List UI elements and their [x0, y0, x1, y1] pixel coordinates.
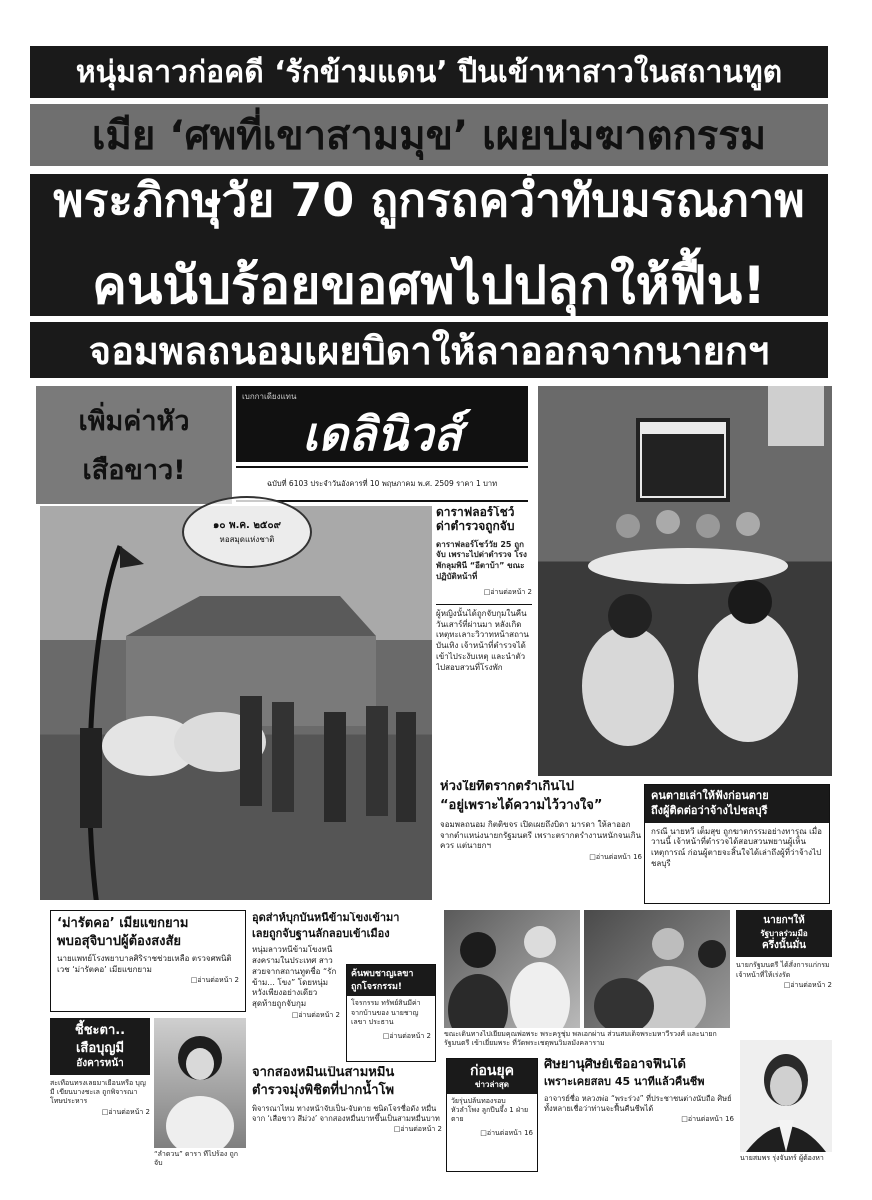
story-dying-man	[644, 784, 830, 904]
story-crime-headline-2: ถูกโจรกรรม!	[351, 981, 402, 992]
headline-4: จอมพลถนอมเผยบิดาให้ลาออกจากนายกฯ	[30, 322, 828, 378]
side-story-cont: □ อ่านต่อหน้า 2	[436, 587, 532, 598]
story-marcos-cont: □ อ่านต่อหน้า 2	[57, 975, 239, 986]
story-tiger-headline-1: ชี้ชะตา..	[74, 1023, 126, 1038]
masthead-issue-line: ฉบับที่ 6103 ประจำวันอังคารที่ 10 พฤษภาคม พ.ศ. 2509 ราคา 1 บาท	[236, 466, 528, 502]
story-trust-headline-1: ห่วงใยที่ตรากตรำเกินไป	[440, 780, 575, 794]
story-trust-cont: □ อ่านต่อหน้า 16	[440, 852, 642, 863]
story-dying-headline	[645, 785, 829, 823]
story-ngo-body: นายกรัฐมนตรี ได้สั่งการแก่กรมเจ้าหน้าที่ให้เร่งรัด	[736, 961, 830, 979]
story-latest-label-2: ข่าวล่าสุด	[475, 1080, 509, 1090]
story-customs-cont: □ อ่านต่อหน้า 2	[252, 1124, 442, 1135]
headline-3-line1: พระภิกษุวัย 70 ถูกรถคว่ำทับมรณภาพ	[53, 174, 805, 227]
monk-funeral-illustration	[538, 386, 832, 776]
story-ngo-headline-1: นายกฯให้	[763, 915, 805, 926]
promo-line1: เพิ่มค่าหัว	[78, 406, 190, 437]
headline-1: หนุ่มลาวก่อคดี ‘รักข้ามแดน’ ปีนเข้าหาสาวในสถานทูต	[30, 46, 828, 98]
library-stamp	[182, 496, 312, 568]
stamp-date: ๑๐ พ.ค. ๒๕๐๙	[213, 520, 281, 531]
story-crime-body: โจรกรรม ทรัพย์สินมีค่า จากบ้านของ นายชาญ เลขา ประธาน	[351, 999, 421, 1027]
headline-2: เมีย ‘ศพที่เขาสามมุข’ เผยปมฆาตกรรม	[30, 104, 828, 166]
side-story-body: ผู้หญิงนั้นได้ถูกจับกุมในคืนวันเสาร์ที่ผ่านมา หลังเกิดเหตุทะเลาะวิวาทหน้าสถานบันเทิง เจ้าหน้าที่ตำรวจได้เข้าไประงับเหตุ และนำตัวไปสอบสวนที่โรงพัก	[436, 604, 532, 674]
photo-monk-visit	[584, 910, 730, 1028]
story-revive-cont: □ อ่านต่อหน้า 16	[544, 1114, 734, 1125]
story-marcos-body: นายแพทย์โรงพยาบาลศิริราชช่วยเหลือ ตรวจศพนิติเวช ‘ม่ารัตคอ’ เมียแขกยาม	[57, 953, 232, 974]
story-revive-body: อาจารย์ชื่อ หลวงพ่อ “พระร่วง” ที่ประชาชนต่างนับถือ ศิษย์ทั้งหลายเชื่อว่าท่านจะฟื้นคืนชีพได้	[544, 1093, 732, 1113]
story-smuggle-body: หนุ่มลาวหนีข้ามโขงหนีสงครามในประเทศ สาวสวยจากสถานทูตชื่อ “รักข้าม... โขง” โดยหนุ่มหวังเพียงอย่างเดียว สุดท้ายถูกจับกุม	[252, 945, 337, 1009]
masthead-title: เดลินิวส์	[302, 407, 462, 461]
story-marcos-headline-2: พบอสุจิบาปผู้ต้องสงสัย	[57, 933, 182, 949]
story-customs	[252, 1066, 442, 1174]
story-revive-headline-1: ศิษยานุศิษย์เชื่ออาจฟื้นได้	[544, 1058, 686, 1072]
photo-caption: ขณะเดินทางไปเยี่ยมคุณพ่อพระ พระครูชุ่ม พลเอกผ่าน ส่วนสมเด็จพระมหาวีรวงศ์ และนายกรัฐมนตรี เข้าเยี่ยมพระ ที่วัดพระเชตุพนวิมลมังคลาราม	[444, 1030, 717, 1048]
story-marcos-headline-1: ‘ม่ารัตคอ’ เมียแขกยาม	[57, 916, 189, 931]
story-tiger-headline	[50, 1018, 150, 1075]
photo-suspect-portrait	[740, 1040, 832, 1152]
story-revive-headline-2: เพราะเคยสลบ 45 นาทีแล้วคืนชีพ	[544, 1074, 705, 1088]
side-story-lead: ดาราฟลอร์โชว์วัย 25 ถูกจับ เพราะไปด่าตำรวจ โรงพักลุมพินี “อีตาบ้า” ขณะปฏิบัติหน้าที่	[436, 539, 527, 581]
story-ngo-headline	[736, 910, 832, 957]
photo-monk-funeral	[538, 386, 832, 776]
promo-line2: เสือขาว!	[82, 455, 186, 486]
story-smuggle-cont: □ อ่านต่อหน้า 2	[252, 1010, 340, 1021]
story-tiger-body: สะเทือนทรงเลยมาเยือนหรือ บุญมี เขียนบางชะเล ถูกพิจารณาโทษประหาร	[50, 1078, 146, 1106]
story-ngo-headline-2: รัฐบาลร่วมมือ	[760, 929, 808, 938]
story-marcos	[50, 910, 246, 1012]
promo-box	[36, 386, 232, 504]
story-crime-headline-1: ค้นพบชาญเลขา	[351, 969, 414, 979]
story-ngo	[736, 910, 832, 1030]
actress-illustration	[154, 1018, 246, 1148]
story-customs-headline-2: ตำรวจมุ่งพิชิตที่ปากน้ำโพ	[252, 1082, 395, 1098]
side-story	[436, 506, 532, 776]
story-crime	[346, 964, 436, 1062]
story-ngo-headline-3: ครึ่งนั้นมั่น	[761, 940, 807, 952]
story-latest-body: วัยรุ่นปล้นทองรอบหัวลำโพง ลูกปืนจึ้ง 1 ฝ่ายตาย	[451, 1096, 529, 1124]
visitors-illustration	[444, 910, 580, 1028]
stamp-text: หอสมุดแห่งชาติ	[219, 535, 275, 544]
portrait-caption: นายสมพร รุ่งจันทร์ ผู้ต้องหา	[740, 1154, 824, 1162]
story-trust-headline-2: “อยู่เพราะได้ความไว้วางใจ”	[440, 797, 603, 813]
story-ngo-cont: □ อ่านต่อหน้า 2	[736, 980, 832, 991]
photo-actress	[154, 1018, 246, 1148]
story-dying-headline-1: คนตายเล่าให้ฟังก่อนตาย	[651, 789, 769, 802]
story-smuggle-headline-1: อุดส่าห์บุกบั่นหนีข้ามโขงเข้ามา	[252, 912, 400, 924]
story-crime-cont: □ อ่านต่อหน้า 2	[347, 1031, 435, 1042]
story-customs-body: พิจารณาไหม ทางหน้าจับเป็น-จับตาย ชนิดโจรชื่อดัง หมื่นจาก ‘เสือขาว สีม่วง’ จากสองหมื่นบาทขึ้นเป็นสามหมื่นบาท	[252, 1103, 440, 1123]
story-tiger-headline-2: เสือบุญมี	[75, 1040, 125, 1056]
story-latest-label	[447, 1059, 537, 1094]
masthead	[236, 386, 528, 462]
story-tiger-cont: □ อ่านต่อหน้า 2	[50, 1107, 150, 1118]
headline-3-line2: คนนับร้อยขอศพไปปลุกให้ฟื้น!	[92, 256, 766, 316]
masthead-subtitle: เบกกาเดียงแทน	[242, 392, 297, 401]
story-latest-cont: □ อ่านต่อหน้า 16	[447, 1128, 537, 1139]
portrait-illustration	[740, 1040, 832, 1152]
monk-visit-illustration	[584, 910, 730, 1028]
story-latest-label-1: ก่อนยุค	[469, 1063, 515, 1079]
story-latest	[446, 1058, 538, 1172]
story-crime-headline	[347, 965, 435, 996]
story-tiger	[50, 1018, 150, 1170]
photo-visitors	[444, 910, 580, 1028]
story-revive	[544, 1058, 734, 1172]
side-story-headline: ดาราฟลอร์โชว์ ด่าตำรวจถูกจับ	[436, 506, 515, 533]
headline-3	[30, 174, 828, 316]
actress-caption: “ลำดวน” ดารา ที่ไปร้อง ถูกจับ	[154, 1150, 239, 1168]
story-trust-body: จอมพลถนอม กิตติขจร เปิดเผยถึงบิดา มารดา ให้ลาออกจากตำแหน่งนายกรัฐมนตรี เพราะตรากตรำงานหนักจนเกินควร แต่นายกฯ	[440, 819, 642, 851]
story-dying-headline-2: ถึงผู้ติดต่อว่าจ้างไปชลบุรี	[651, 803, 768, 817]
story-tiger-headline-3: อังคารหน้า	[76, 1058, 124, 1070]
story-trust	[440, 780, 642, 904]
story-smuggle-headline-2: เลยถูกจับฐานลักลอบเข้าเมือง	[252, 926, 390, 940]
story-dying-body: กรณี นายหวี เต็มสุข ถูกฆาตกรรมอย่างทารุณ เมื่อวานนี้ เจ้าหน้าที่ตำรวจได้สอบสวนพยานผู้เห็นเหตุการณ์ ก่อนผู้ตายจะสิ้นใจได้เล่าถึงผู้ที่ว่าจ้างไปชลบุรี	[651, 826, 822, 869]
story-customs-headline-1: จากสองหมื่นเป็นสามหมื่น	[252, 1066, 395, 1080]
